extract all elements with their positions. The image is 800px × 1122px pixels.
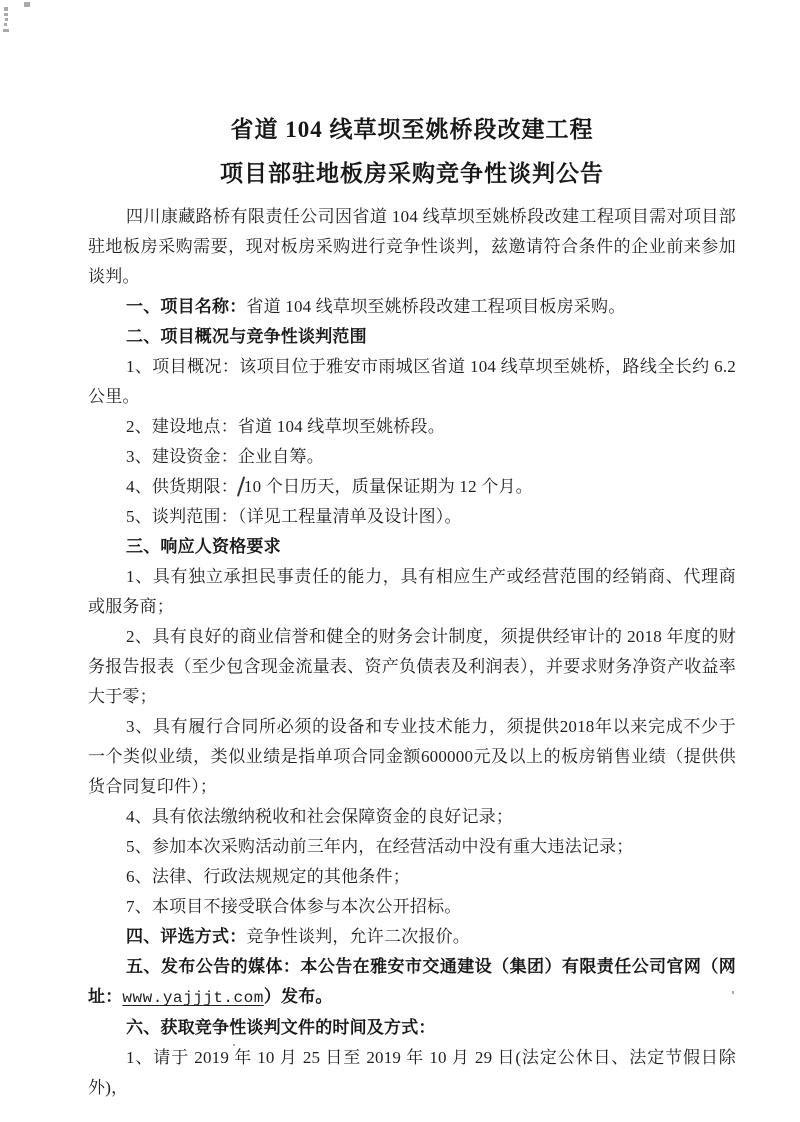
section-1-text: 省道 104 线草坝至姚桥段改建工程项目板房采购。	[246, 297, 626, 316]
section-2-item-3: 3、建设资金：企业自筹。	[126, 447, 324, 466]
section-3-item-2: 2、具有良好的商业信誉和健全的财务会计制度，须提供经审计的 2018 年度的财务报告报表（至少包含现金流量表、资产负债表及利润表），并要求财务净资产收益率大于零；	[88, 627, 736, 706]
section-5-label: 五、发布公告的媒体：	[126, 957, 301, 976]
doc-title-line-2: 项目部驻地板房采购竞争性谈判公告	[220, 161, 604, 186]
scan-artifact	[732, 991, 734, 994]
scan-artifact	[4, 7, 8, 11]
scan-artifact	[5, 18, 8, 21]
section-3-item-7: 7、本项目不接受联合体参与本次公开招标。	[126, 897, 462, 916]
section-2-item-4	[88, 472, 736, 502]
scan-artifact	[4, 23, 7, 26]
section-5-announcement-media	[88, 952, 736, 1013]
section-3-item-1: 1、具有独立承担民事责任的能力，具有相应生产或经营范围的经销商、代理商或服务商；	[88, 567, 736, 616]
section-2-heading: 二、项目概况与竞争性谈判范围	[126, 327, 367, 346]
section-4-selection-method	[88, 922, 736, 952]
section-6-heading: 六、获取竞争性谈判文件的时间及方式：	[126, 1018, 436, 1037]
section-6-item-1: 1、请于 2019 年 10 月 25 日至 2019 年 10 月 29 日(法定公休日、法定节假日除外)，	[88, 1048, 736, 1097]
scan-artifact	[4, 13, 8, 16]
section-2-item-2: 2、建设地点：省道 104 线草坝至姚桥段。	[126, 417, 445, 436]
section-5-text: 本公告在雅安市交通建设（集团）有限责任公司官网（网址：	[88, 957, 737, 1006]
section-3-item-4: 4、具有依法缴纳税收和社会保障资金的良好记录；	[126, 807, 514, 826]
scan-artifact	[233, 1044, 235, 1046]
doc-title-line-1: 省道 104 线草坝至姚桥段改建工程	[230, 117, 594, 142]
section-3-item-6: 6、法律、行政法规规定的其他条件；	[126, 867, 410, 886]
section-2-item-1: 1、项目概况：该项目位于雅安市雨城区省道 104 线草坝至姚桥，路线全长约 6.2 公里。	[88, 357, 736, 406]
section-1-project-name	[88, 292, 736, 322]
section-4-text: 竞争性谈判，允许二次报价。	[246, 927, 471, 946]
scan-artifact	[24, 2, 30, 7]
supply-period-text: 10 个日历天，质量保证期为 12 个月。	[243, 477, 533, 496]
intro-paragraph: 四川康藏路桥有限责任公司因省道 104 线草坝至姚桥段改建工程项目需对项目部驻地板房采购需要，现对板房采购进行竞争性谈判，兹邀请符合条件的企业前来参加谈判。	[88, 207, 736, 286]
scan-artifact	[3, 29, 9, 32]
section-1-label: 一、项目名称：	[126, 297, 247, 316]
section-5-text-after: ）发布。	[263, 987, 333, 1006]
supply-period-label: 4、供货期限：	[126, 477, 238, 496]
section-3-item-3: 3、具有履行合同所必须的设备和专业技术能力，须提供2018年以来完成不少于一个类似业绩，类似业绩是指单项合同金额600000元及以上的板房销售业绩（提供供货合同复印件）；	[88, 717, 736, 796]
section-4-label: 四、评选方式：	[126, 927, 247, 946]
section-3-heading: 三、响应人资格要求	[126, 537, 281, 556]
section-2-item-5: 5、谈判范围：（详见工程量清单及设计图）。	[126, 507, 462, 526]
section-3-item-5: 5、参加本次采购活动前三年内，在经营活动中没有重大违法记录；	[126, 837, 634, 856]
website-url: www.yajjjt.com	[122, 989, 264, 1007]
